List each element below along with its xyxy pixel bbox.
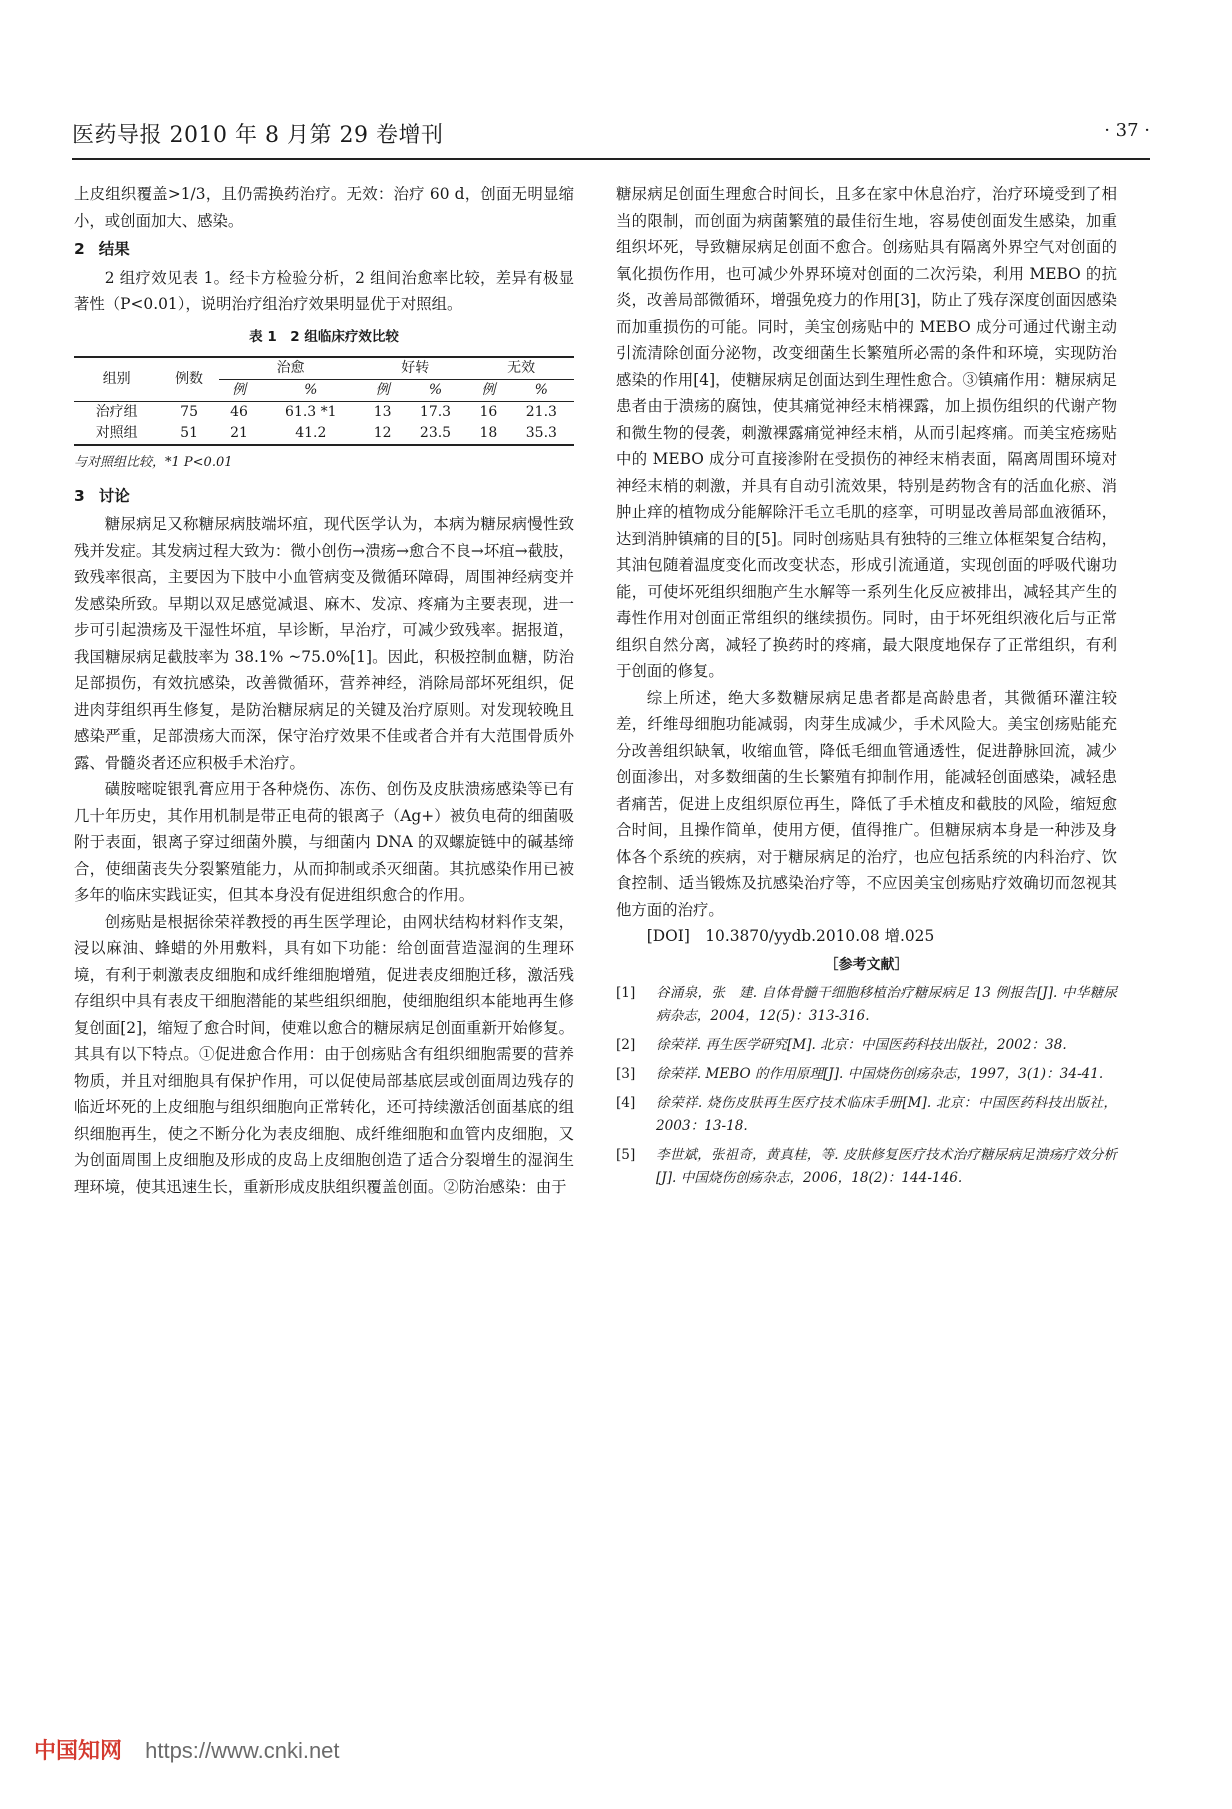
reference-item: [2] 徐荣祥. 再生医学研究[M]. 北京：中国医药科技出版社，2002：38. bbox=[616, 1037, 1067, 1053]
watermark-footer bbox=[34, 1734, 340, 1774]
sub-header: 例 bbox=[375, 382, 390, 398]
col-header-better: 好转 bbox=[362, 357, 468, 380]
paragraph: 创疡贴是根据徐荣祥教授的再生医学理论，由网状结构材料作支架，浸以麻油、蜂蜡的外用敷料，具有如下功能：给创面营造湿润的生理环境，有利于刺激表皮细胞和成纤维细胞增殖，促进表皮细胞迁移，激活残存组织中具有表皮干细胞潜能的某些组织细胞，使细胞组织本能地再生修复创面[2]，缩短了愈合时间，使难以愈合的糖尿病足创面重新开始修复。其具有以下特点。①促进愈合作用：由于创疡贴含有组织细胞需要的营养物质，并且对细胞具有保护作用，可以促使局部基底层或创面周边残存的临近坏死的上皮细胞与组织细胞向正常转化，还可持续激活创面基底的组织细胞再生，使之不断分化为表皮细胞、成纤维细胞和血管内皮细胞，又为创面周围上皮细胞及形成的皮岛上皮细胞创造了适合分裂增生的湿润生理环境，使其迅速生长，重新形成皮肤组织覆盖创面。②防治感染：由于 bbox=[74, 912, 574, 1196]
references-heading: ［参考文献］ bbox=[824, 956, 909, 973]
doi: [DOI] 10.3870/yydb.2010.08 增.025 bbox=[646, 927, 935, 945]
col-header-count: 例数 bbox=[159, 357, 218, 402]
right-column bbox=[616, 181, 1117, 1196]
paragraph: 磺胺嘧啶银乳膏应用于各种烧伤、冻伤、创伤及皮肤溃疡感染等已有几十年历史，其作用机制是带正电荷的银离子（Ag+）被负电荷的细菌吸附于表面，银离子穿过细菌外膜，与细菌内 DNA 的双螺旋链中的碱基缔合，使细菌丧失分裂繁殖能力，从而抑制或杀灭细菌。其抗感染作用已被多年的临床实践证实，但其本身没有促进组织愈合的作用。 bbox=[74, 780, 574, 904]
sub-header: 例 bbox=[232, 382, 247, 398]
table-row: 治疗组 75 46 61.3 *1 13 17.3 16 21.3 bbox=[74, 402, 574, 424]
table-row: 对照组 51 21 41.2 12 23.5 18 35.3 bbox=[74, 423, 574, 445]
reference-item: [1] 谷涌泉，张 建. 自体骨髓干细胞移植治疗糖尿病足 13 例报告[J]. 中华糖尿病杂志，2004，12(5)：313-316. bbox=[616, 985, 1117, 1024]
paragraph: 上皮组织覆盖>1/3，且仍需换药治疗。无效：治疗 60 d，创面无明显缩小，或创面加大、感染。 bbox=[74, 185, 574, 230]
table-caption: 表 1 2 组临床疗效比较 bbox=[249, 328, 399, 345]
col-header-group: 组别 bbox=[74, 357, 159, 402]
reference-item: [3] 徐荣祥. MEBO 的作用原理[J]. 中国烧伤创疡杂志，1997，3(1)：34-41. bbox=[616, 1066, 1104, 1082]
paragraph: 糖尿病足创面生理愈合时间长，且多在家中休息治疗，治疗环境受到了相当的限制，而创面为病菌繁殖的最佳衍生地，容易使创面发生感染，加重组织坏死，导致糖尿病足创面不愈合。创疡贴具有隔离外界空气对创面的氧化损伤作用，也可减少外界环境对创面的二次污染，利用 MEBO 的抗炎，改善局部微循环，增强免疫力的作用[3]，防止了残存深度创面因感染而加重损伤的可能。同时，美宝创疡贴中的 MEBO 成分可通过代谢主动引流清除创面分泌物，改变细菌生长繁殖所必需的条件和环境，实现防治感染的作用[4]，使糖尿病足创面达到生理性愈合。③镇痛作用：糖尿病足患者由于溃疡的腐蚀，使其痛觉神经末梢裸露，加上损伤组织的代谢产物和微生物的侵袭，刺激裸露痛觉神经末梢，从而引起疼痛。而美宝疮疡贴中的 MEBO 成分可直接渗附在受损伤的神经末梢表面，隔离周围环境对神经末梢的刺激，并具有自动引流效果，特别是药物含有的活血化瘀、消肿止痒的植物成分能解除汗毛立毛肌的痉挛，可明显改善局部血液循环，达到消肿镇痛的目的[5]。同时创疡贴具有独特的三维立体框架复合结构，其油包随着温度变化而改变状态，形成引流通道，实现创面的呼吸代谢功能，可使坏死组织细胞产生水解等一系列生化反应被排出，减轻其产生的毒性作用对创面正常组织的继续损伤。同时，由于坏死组织液化后与正常组织自然分离，减轻了换药时的疼痛，最大限度地保存了正常组织，有利于创面的修复。 bbox=[616, 185, 1117, 680]
journal-title: 医药导报 2010 年 8 月第 29 卷增刊 bbox=[72, 123, 444, 148]
page-number: · 37 · bbox=[1104, 120, 1150, 141]
col-header-cure: 治愈 bbox=[219, 357, 363, 380]
reference-item: [5] 李世斌，张祖奇，黄真桂，等. 皮肤修复医疗技术治疗糖尿病足溃疡疗效分析[J]. 中国烧伤创疡杂志，2006，18(2)：144-146. bbox=[616, 1147, 1117, 1186]
cnki-url[interactable]: https://www.cnki.net bbox=[145, 1738, 340, 1763]
reference-item: [4] 徐荣祥. 烧伤皮肤再生医疗技术临床手册[M]. 北京：中国医药科技出版社，2003：13-18. bbox=[616, 1095, 1117, 1134]
paragraph: 糖尿病足又称糖尿病肢端坏疽，现代医学认为，本病为糖尿病慢性致残并发症。其发病过程大致为：微小创伤→溃疡→愈合不良→坏疽→截肢，致残率很高，主要因为下肢中小血管病变及微循环障碍，周围神经病变并发感染所致。早期以双足感觉减退、麻木、发凉、疼痛为主要表现，进一步可引起溃疡及干湿性坏疽，早诊断，早治疗，可减少致残率。据报道，我国糖尿病足截肢率为 38.1% ~75.0%[1]。因此，积极控制血糖，防治足部损伤，有效抗感染，改善微循环，营养神经，消除局部坏死组织，促进肉芽组织再生修复，是防治糖尿病足的关键及治疗原则。对发现较晚且感染严重，足部溃疡大而深，保守治疗效果不佳或者合并有大范围骨质外露、骨髓炎者还应积极手术治疗。 bbox=[74, 515, 574, 772]
table-note: 与对照组比较，*1 P<0.01 bbox=[74, 455, 233, 470]
left-column bbox=[74, 181, 574, 1200]
sub-header: 例 bbox=[481, 382, 496, 398]
header-rule bbox=[72, 158, 1150, 160]
cnki-logo: 中国知网 bbox=[34, 1739, 123, 1764]
paragraph: 2 组疗效见表 1。经卡方检验分析，2 组间治愈率比较，差异有极显著性（P<0.01），说明治疗组治疗效果明显优于对照组。 bbox=[74, 268, 574, 313]
section-heading-discussion: 3 讨论 bbox=[74, 486, 130, 505]
results-table bbox=[74, 356, 574, 446]
sub-header: % bbox=[428, 382, 443, 398]
sub-header: % bbox=[534, 382, 548, 398]
reference-list bbox=[616, 982, 1117, 1190]
running-header bbox=[72, 118, 1150, 154]
paragraph: 综上所述，绝大多数糖尿病足患者都是高龄患者，其微循环灌注较差，纤维母细胞功能减弱，肉芽生成减少，手术风险大。美宝创疡贴能充分改善组织缺氧，收缩血管，降低毛细血管通透性，促进静脉回流，减少创面渗出，对多数细菌的生长繁殖有抑制作用，能减轻创面感染，减轻患者痛苦，促进上皮组织原位再生，降低了手术植皮和截肢的风险，缩短愈合时间，且操作简单，使用方便，值得推广。但糖尿病本身是一种涉及身体各个系统的疾病，对于糖尿病足的治疗，也应包括系统的内科治疗、饮食控制、适当锻炼及抗感染治疗等，不应因美宝创疡贴疗效确切而忽视其他方面的治疗。 bbox=[616, 688, 1117, 919]
col-header-none: 无效 bbox=[468, 357, 574, 380]
section-heading-results: 2 结果 bbox=[74, 240, 130, 258]
sub-header: % bbox=[304, 382, 318, 398]
